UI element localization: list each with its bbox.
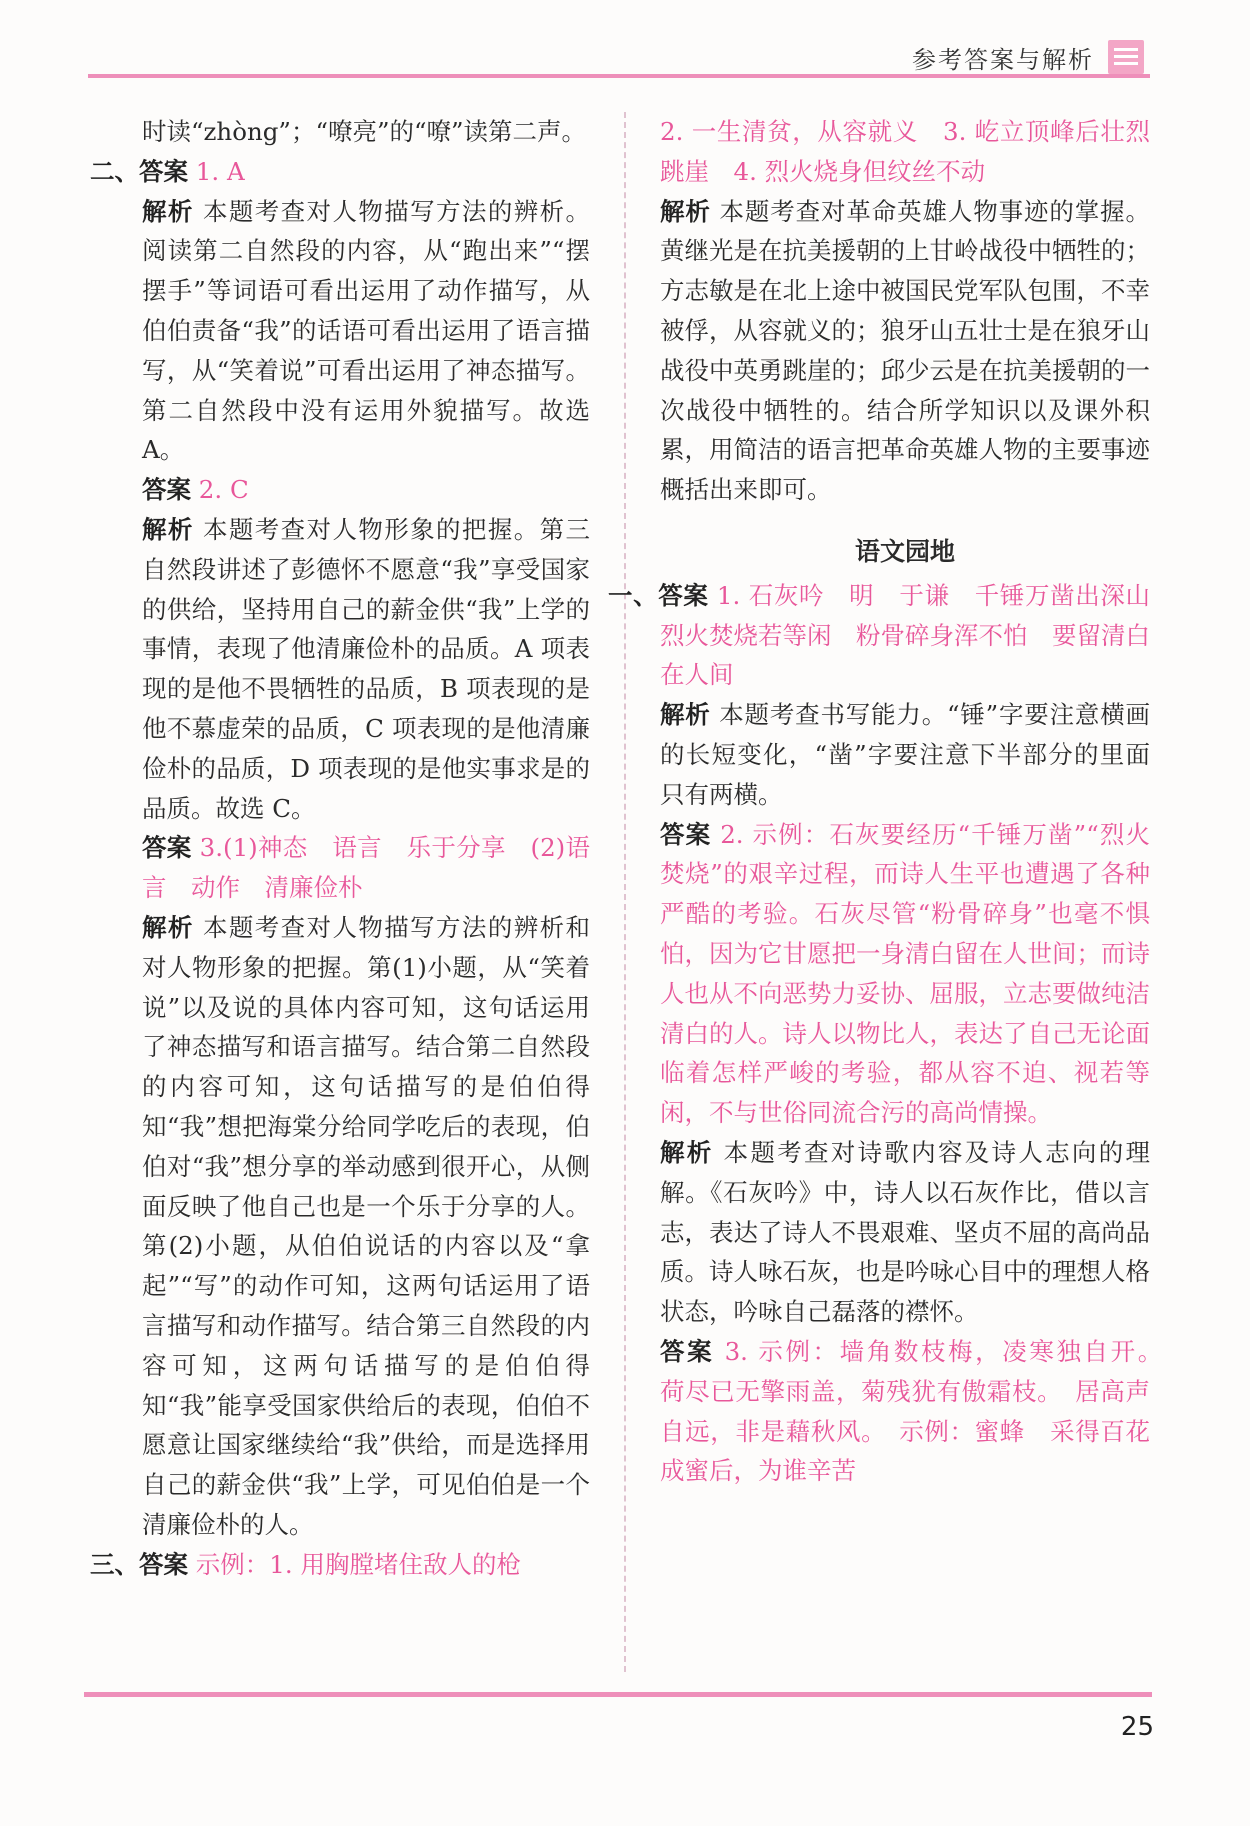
answer-label: 答案	[139, 1549, 188, 1579]
answer-text: 2. C	[198, 475, 249, 505]
answer-label: 答案	[142, 475, 191, 505]
answer-label: 答案	[139, 156, 188, 186]
answer-label: 答案	[658, 580, 709, 610]
explanation-block	[660, 192, 1150, 510]
paragraph: 时读“zhòng”；“嘹亮”的“嘹”读第二声。	[142, 117, 587, 146]
explanation-text: 本题考查对革命英雄人物事迹的掌握。黄继光是在抗美援朝的上甘岭战役中牺牲的；方志敏是在北上途中被国民党军队包围，不幸被俘，从容就义的；狼牙山五壮士是在狼牙山战役中英勇跳崖的；邱少云是在抗美援朝的一次战役中牺牲的。结合所学知识以及课外积累，用简洁的语言把革命英雄人物的主要事迹概括出来即可。	[660, 196, 1151, 505]
header-title: 参考答案与解析	[912, 46, 1094, 74]
answer-block	[90, 152, 590, 192]
explanation-label: 解析	[660, 196, 711, 226]
explanation-text: 本题考查对人物描写方法的辨析和对人物形象的把握。第(1)小题，从“笑着说”以及说的具体内容可知，这句话运用了神态描写和语言描写。结合第二自然段的内容可知，这句话描写的是伯伯得知“我”想把海棠分给同学吃后的表现，伯伯对“我”想分享的举动感到很开心，从侧面反映了他自己也是一个乐于分享的人。第(2)小题，从伯伯说话的内容以及“拿起”“写”的动作可知，这两句话运用了语言描写和动作描写。结合第三自然段的内容可知，这两句话描写的是伯伯得知“我”能享受国家供给后的表现，伯伯不愿意让国家继续给“我”供给，而是选择用自己的薪金供“我”上学，可见伯伯是一个清廉俭朴的人。	[142, 912, 591, 1539]
header-rule	[88, 74, 1150, 78]
answer-block	[660, 1332, 1175, 1491]
answer-text: 示例：1. 用胸膛堵住敌人的枪	[195, 1549, 521, 1579]
explanation-block	[90, 510, 590, 828]
page-header	[88, 30, 1150, 78]
explanation-text: 本题考查对人物形象的把握。第三自然段讲述了彭德怀不愿意“我”享受国家的供给，坚持用自己的薪金供“我”上学的事情，表现了他清廉俭朴的品质。A 项表现的是他不畏牺牲的品质，B 项表现的是他不慕虚荣的品质，C 项表现的是他清廉俭朴的品质，D 项表现的是他实事求是的品质。故选 C。	[142, 514, 591, 823]
answer-text: 3.(1)神态 语言 乐于分享 (2)语言 动作 清廉俭朴	[142, 833, 591, 903]
answer-block	[660, 815, 1150, 1133]
explanation-block	[90, 908, 590, 1545]
explanation-label: 解析	[142, 912, 194, 942]
answer-label: 答案	[660, 1336, 715, 1366]
explanation-label: 解析	[660, 700, 711, 730]
answer-text: 2. 示例：石灰要经历“千锤万凿”“烈火焚烧”的艰辛过程，而诗人生平也遭遇了各种严酷的考验。石灰尽管“粉骨碎身”也毫不惧怕，因为它甘愿把一身清白留在人世间；而诗人也从不向恶势力妥协、屈服，立志要做纯洁清白的人。诗人以物比人，表达了自己无论面临着怎样严峻的考验，都从容不迫、视若等闲，不与世俗同流合污的高尚情操。	[660, 819, 1150, 1128]
answer-block	[90, 1545, 590, 1585]
explanation-label: 解析	[142, 196, 194, 226]
column-divider	[624, 112, 626, 1672]
explanation-label: 解析	[142, 514, 194, 544]
answer-block	[608, 576, 1175, 695]
book-icon	[1108, 40, 1144, 74]
answer-label: 答案	[142, 833, 192, 863]
answer-text: 3. 示例：墙角数枝梅，凌寒独自开。 荷尽已无擎雨盖，菊残犹有傲霜枝。 居高声自远，非是藉秋风。 示例：蜜蜂 采得百花成蜜后，为谁辛苦	[660, 1336, 1175, 1486]
answer-block	[90, 470, 590, 510]
right-column	[608, 112, 1175, 1491]
answer-label: 答案	[660, 819, 712, 849]
answer-text: 1. A	[195, 156, 245, 186]
explanation-block	[660, 1133, 1150, 1332]
explanation-text: 本题考查对诗歌内容及诗人志向的理解。《石灰吟》中，诗人以石灰作比，借以言志，表达了诗人不畏艰难、坚贞不屈的高尚品质。诗人咏石灰，也是吟咏心目中的理想人格状态，吟咏自己磊落的襟怀。	[660, 1137, 1150, 1327]
section-number: 三、	[90, 1549, 139, 1579]
answer-text: 1. 石灰吟 明 于谦 千锤万凿出深山 烈火焚烧若等闲 粉骨碎身浑不怕 要留清白在人间	[660, 580, 1175, 690]
explanation-text: 本题考查对人物描写方法的辨析。阅读第二自然段的内容，从“跑出来”“摆摆手”等词语可看出运用了动作描写，从伯伯责备“我”的话语可看出运用了语言描写，从“笑着说”可看出运用了神态描写。第二自然段中没有运用外貌描写。故选 A。	[142, 196, 591, 465]
answer-continuation: 2. 一生清贫，从容就义 3. 屹立顶峰后壮烈跳崖 4. 烈火烧身但纹丝不动	[660, 117, 1150, 186]
explanation-text: 本题考查书写能力。“锤”字要注意横画的长短变化，“凿”字要注意下半部分的里面只有两横。	[660, 700, 1151, 809]
explanation-block	[90, 192, 590, 471]
footer-rule	[84, 1692, 1152, 1697]
answer-block	[90, 828, 590, 908]
section-title: 语文园地	[854, 536, 955, 566]
section-number: 二、	[90, 156, 139, 186]
section-number: 一、	[608, 580, 659, 610]
explanation-label: 解析	[660, 1137, 714, 1167]
explanation-block	[660, 695, 1150, 814]
page-number: 25	[1120, 1712, 1154, 1742]
left-column	[90, 112, 590, 1584]
